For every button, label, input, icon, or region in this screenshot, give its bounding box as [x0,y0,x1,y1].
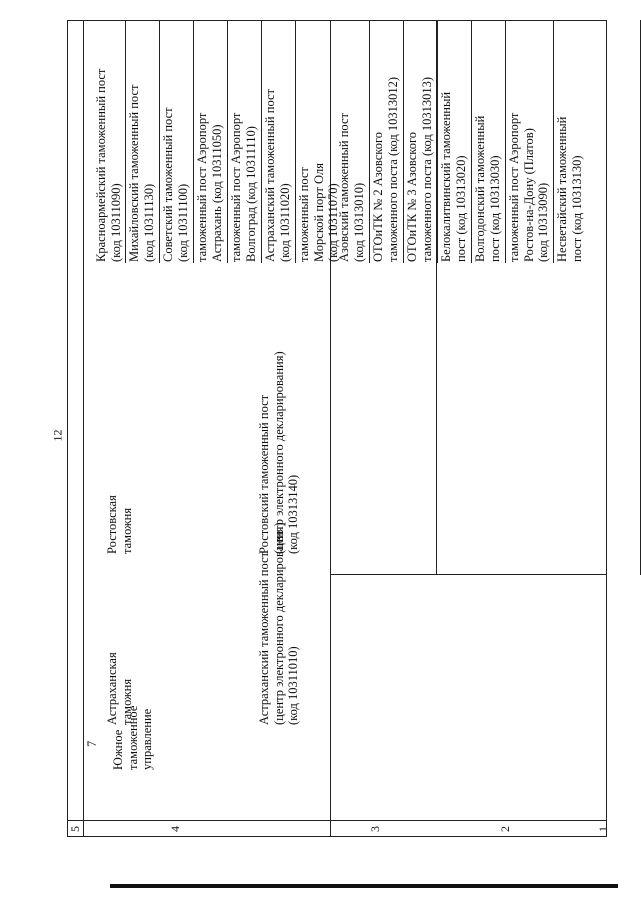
header-separator [67,820,607,821]
header-col-4: 2 [498,826,512,832]
post-separator [261,20,262,263]
post-separator [159,20,160,263]
department-name: Южное таможенное управление [111,705,154,770]
header-col-3: 3 [368,826,382,832]
table-border-right [67,20,607,21]
col-divider-1 [83,20,84,837]
post-astrakhan-5: таможенный пост Аэропорт Волгоград (код 10311110) [229,112,258,262]
table-border-top [67,20,68,837]
post-astrakhan-7: таможенный пост Морской порт Оля (код 10311070) [297,163,340,262]
post-rostov-3: ОТОиТК № 3 Азовского таможенного поста (код 10313013) [405,76,434,262]
post-separator [471,20,472,263]
header-col-2: 4 [168,826,182,832]
customs-table [67,20,610,837]
post-rostov-7: Несветайский таможенный пост (код 10313130) [555,116,584,262]
post-separator [553,20,554,263]
post-separator [125,20,126,263]
header-col-1: 5 [68,826,82,832]
table-border-bottom [606,20,607,837]
post-rostov-6: таможенный пост Аэропорт Ростов-на-Дону (Платов) (код 10313090) [507,112,550,262]
row-number: 7 [85,740,99,747]
group-separator [331,574,607,575]
header-col-5: 1 [596,826,610,832]
page-number: 12 [50,429,65,442]
post-separator [193,20,194,263]
post-separator [505,20,506,263]
post-astrakhan-2: Михайловский таможенный пост (код 10311130) [127,84,156,262]
customs-name-rostov: Ростовская таможня [105,495,134,554]
post-astrakhan-6: Астраханский таможенный пост (код 10311020) [263,88,292,262]
post-separator [437,20,438,263]
post-separator [369,20,370,263]
post-rostov-2: ОТОиТК № 2 Азовского таможенного поста (код 10313012) [371,76,400,262]
post-separator [295,20,296,263]
post-astrakhan-1: Красноармейский таможенный пост (код 10311090) [94,68,123,262]
customs-name-astrakhan: Астраханская таможня [105,652,134,725]
post-astrakhan-4: таможенный пост Аэропорт Астрахань (код 10311050) [195,112,224,262]
center-astrakhan: Астраханский таможенный пост (центр электронного декларирования) (код 10311010) [257,522,300,725]
post-rostov-5: Волгодонский таможенный пост (код 10313030) [473,115,502,262]
center-rostov: Ростовский таможенный пост (центр электронного декларирования) (код 10313140) [257,351,300,554]
table-border-left [67,836,607,837]
post-separator [227,20,228,263]
post-rostov-1: Азовский таможенный пост (код 10313010) [337,113,366,262]
table-viewport [67,20,610,837]
post-rostov-4: Белокалитвинский таможенный пост (код 10313020) [439,91,468,262]
footer-rule [110,884,618,888]
post-astrakhan-3: Советский таможенный пост (код 10311100) [161,107,190,262]
post-separator [403,20,404,263]
